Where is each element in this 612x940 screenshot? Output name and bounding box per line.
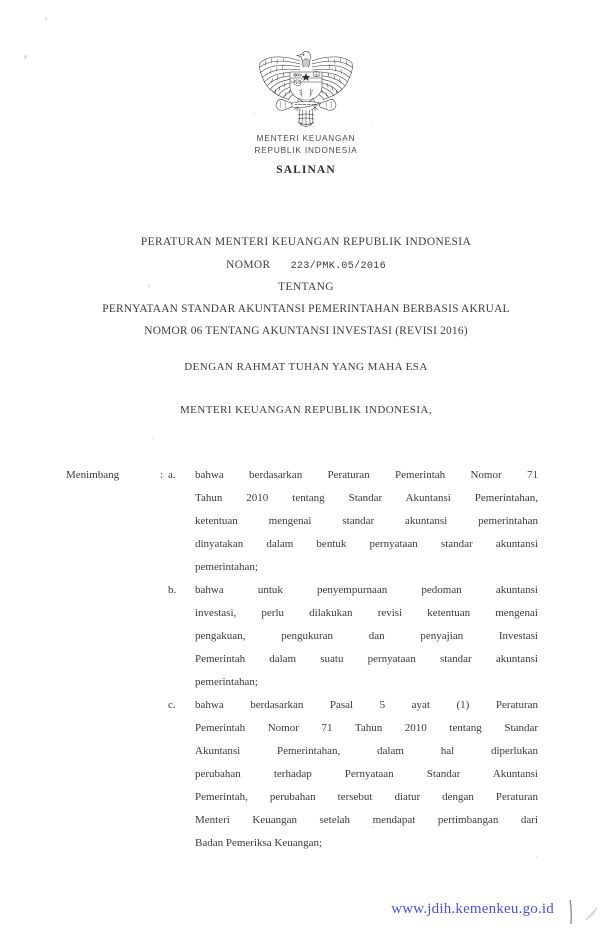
proclamation-authority: MENTERI KEUANGAN REPUBLIK INDONESIA, [179, 404, 433, 416]
item-marker-b: b. [168, 584, 177, 596]
item-a-line-3: ketentuan mengenai standar akuntansi pemerintahan [195, 515, 538, 527]
considering-item-a [66, 464, 538, 579]
item-b-line-5: pemerintahan; [195, 676, 258, 688]
item-c-line-5: Pemerintah, perubahan tersebut diatur dengan Peraturan [195, 791, 538, 803]
item-b-line-3: pengakuan, pengukuran dan penyajian Investasi [195, 630, 538, 642]
considering-label: Menimbang [66, 469, 120, 481]
considering-item-c [66, 694, 538, 855]
scan-speck [45, 17, 47, 20]
copy-mark-salinan: SALINAN [276, 164, 336, 176]
item-c-line-1: bahwa berdasarkan Pasal 5 ayat (1) Peraturan [195, 699, 538, 711]
considering-item-b [66, 579, 538, 694]
nomor-value: 223/PMK.05/2016 [290, 261, 386, 272]
regulation-subject-line2: NOMOR 06 TENTANG AKUNTANSI INVESTASI (REVISI 2016) [144, 325, 468, 337]
item-marker-a: a. [168, 469, 176, 481]
item-text-b [195, 579, 538, 694]
item-marker-c: c. [168, 699, 176, 711]
emblem-container [0, 48, 612, 130]
regulation-subject-line1: PERNYATAAN STANDAR AKUNTANSI PEMERINTAHAN BERBASIS AKRUAL [102, 303, 510, 315]
regulation-title-block [56, 232, 556, 342]
item-a-line-2: Tahun 2010 tentang Standar Akuntansi Pemerintahan, [195, 492, 538, 504]
item-c-line-2: Pemerintah Nomor 71 Tahun 2010 tentang Standar [195, 722, 538, 734]
item-text-c [195, 694, 538, 855]
regulation-title: PERATURAN MENTERI KEUANGAN REPUBLIK INDONESIA [140, 236, 472, 248]
scan-speck [536, 856, 538, 858]
considering-colon: : [160, 469, 164, 481]
item-c-line-7: Badan Pemeriksa Keuangan; [195, 837, 323, 849]
scan-pen-mark [566, 898, 608, 940]
item-c-line-3: Akuntansi Pemerintahan, dalam hal diperlukan [195, 745, 538, 757]
letterhead [0, 133, 612, 176]
item-a-line-1: bahwa berdasarkan Peraturan Pemerintah Nomor 71 [195, 469, 538, 481]
item-c-line-6: Menteri Keuangan setelah mendapat pertimbangan dari [195, 814, 538, 826]
nomor-label: NOMOR [226, 259, 271, 271]
item-b-line-4: Pemerintah dalam suatu pernyataan standar akuntansi [195, 653, 538, 665]
jdih-watermark-url[interactable]: www.jdih.kemenkeu.go.id [391, 901, 554, 917]
item-a-line-5: pemerintahan; [195, 561, 258, 573]
tentang-label: TENTANG [278, 281, 334, 293]
ministry-name-line1: MENTERI KEUANGAN [256, 134, 356, 143]
ministry-name-line2: REPUBLIK INDONESIA [254, 145, 358, 155]
item-text-a [195, 464, 538, 579]
item-a-line-4: dinyatakan dalam bentuk pernyataan standar akuntansi [195, 538, 538, 550]
proclamation-blessing: DENGAN RAHMAT TUHAN YANG MAHA ESA [184, 361, 428, 373]
garuda-pancasila-emblem [254, 48, 358, 130]
item-b-line-1: bahwa untuk penyempurnaan pedoman akuntansi [195, 584, 538, 596]
item-c-line-4: perubahan terhadap Pernyataan Standar Akuntansi [195, 768, 538, 780]
regulation-number-line [56, 253, 556, 277]
item-b-line-2: investasi, perlu dilakukan revisi ketentuan mengenai [195, 607, 538, 619]
considering-section [66, 464, 538, 855]
scan-speck [152, 437, 154, 439]
